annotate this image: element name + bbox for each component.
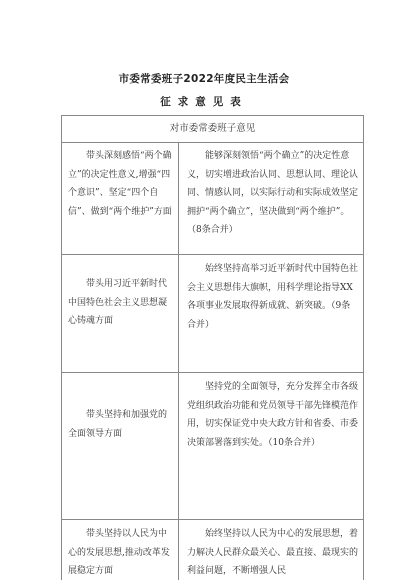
table-row: [62, 520, 363, 580]
opinion-table: [61, 115, 364, 580]
table-row: [62, 373, 363, 520]
topic-cell: 带头坚持和加强党的全面领导方面: [62, 373, 179, 519]
table-row: [62, 255, 363, 373]
opinion-cell: 始终坚持以人民为中心的发展思想，着力解决人民群众最关心、最直接、最现实的利益问题，不断增强人民: [187, 529, 359, 576]
opinion-cell: 始终坚持高举习近平新时代中国特色社会主义思想伟大旗帜，用科学理论指导XX各项事业发展取得新成就、新突破。（9条合并）: [187, 264, 359, 330]
opinion-cell: 能够深刻领悟“两个确立”的决定性意义，切实增进政治认同、思想认同、理论认同、情感认同，以实际行动和实际成效坚定拥护“两个确立”，坚决做到“两个维护”。（8条合并）: [187, 151, 359, 235]
topic-cell: 带头坚持以人民为中心的发展思想,推动改革发展稳定方面: [62, 520, 179, 580]
topic-cell: 带头用习近平新时代中国特色社会主义思想凝心铸魂方面: [62, 255, 179, 372]
opinion-cell: 坚持党的全面领导，充分发挥全市各级党组织政治功能和党员领导干部先锋模范作用，切实保证党中央大政方针和省委、市委决策部署落到实处。（10条合并）: [187, 382, 359, 448]
document-title: 市委常委班子2022年度民主生活会: [118, 73, 290, 85]
topic-cell: 带头深刻感悟“两个确立”的决定性意义,增强“四个意识”、坚定“四个自信”、做到“两个维护”方面: [62, 142, 179, 254]
table-row: [62, 142, 363, 255]
table-header: 对市委常委班子意见: [62, 116, 363, 143]
document-subtitle: 征求意见表: [160, 96, 248, 108]
